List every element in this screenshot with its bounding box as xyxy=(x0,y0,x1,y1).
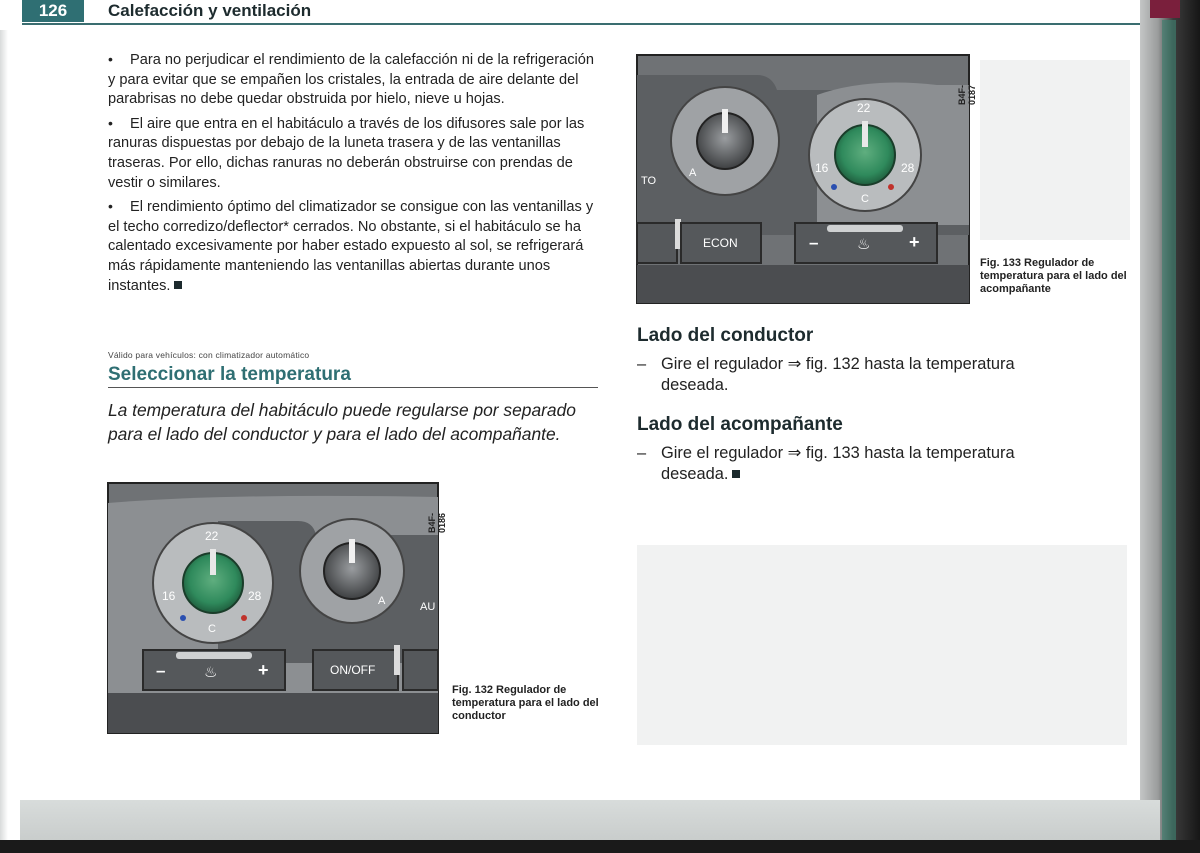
figure-132-minus-button: – xyxy=(156,661,166,680)
page-edge-tint xyxy=(1162,20,1176,840)
bullet-dot: • xyxy=(108,51,113,67)
page-tab-mark xyxy=(1150,0,1180,18)
section-end-mark xyxy=(174,281,182,289)
step-dash: – xyxy=(637,355,647,373)
figure-133-dial-right-label: 28 xyxy=(901,161,915,175)
page-number: 126 xyxy=(22,0,84,22)
passenger-step-text xyxy=(637,443,1077,485)
section-title: Seleccionar la temperatura xyxy=(108,364,351,385)
figure-132-code: B4F-0186 xyxy=(427,512,447,533)
page-gutter-shadow xyxy=(0,30,8,840)
bullet-text: El rendimiento óptimo del climatizador se consigue con las ventanillas y el techo corredizo/deflector* cerrados. No obstante, si el habitáculo se ha calentado excesivamente por haber estado expuesto al sol, se refrigerará más rápidamente manteniendo las ventanillas abiertas durante unos instantes. xyxy=(108,199,594,294)
figure-133-caption: Fig. 133 Regulador de temperatura para el lado del acompañante xyxy=(980,257,1127,295)
section-rule xyxy=(108,387,598,388)
figure-133-illustration xyxy=(637,55,969,303)
figure-133-dial-left-label: 16 xyxy=(815,161,829,175)
figure-133-minus-button: – xyxy=(809,233,819,252)
figure-132-mode-label: A xyxy=(378,595,386,607)
figure-132-plus-button: + xyxy=(258,660,269,680)
passenger-step-content: Gire el regulador ⇒ fig. 133 hasta la temperatura deseada. xyxy=(661,444,1015,483)
bullet-text: El aire que entra en el habitáculo a través de los difusores sale por las ranuras dispuestas por debajo de la luneta trasera y de las ventanillas traseras. Por ello, dichas ranuras no deberán obstruirse con prendas de vestir o similares. xyxy=(108,115,585,191)
driver-side-heading: Lado del conductor xyxy=(637,325,814,346)
left-column xyxy=(108,50,598,300)
figure-133-passenger-controls xyxy=(637,55,977,303)
figure-133-dial-bottom-label: C xyxy=(861,193,869,205)
figure-133-auto-label: TO xyxy=(641,175,657,187)
figure-132-caption: Fig. 132 Regulador de temperatura para el lado del conductor xyxy=(452,684,599,722)
seat-heat-icon: ♨ xyxy=(204,664,218,681)
driver-step-text: Gire el regulador ⇒ fig. 132 hasta la temperatura deseada. xyxy=(661,355,1015,394)
figure-132-dial-top-label: 22 xyxy=(205,529,219,543)
running-title: Calefacción y ventilación xyxy=(108,1,312,20)
figure-133-mode-label: A xyxy=(689,167,697,179)
section-end-mark xyxy=(732,470,740,478)
bullet-text: Para no perjudicar el rendimiento de la calefacción ni de la refrigeración y para evitar que se empañen los cristales, la entrada de aire delante del parabrisas no debe quedar obstruida por hielo, nieve u hojas. xyxy=(108,52,595,108)
footer-band xyxy=(20,800,1160,840)
figure-132-illustration xyxy=(108,483,438,733)
figure-132-dial-right-label: 28 xyxy=(248,589,262,603)
header-rule xyxy=(22,23,1142,25)
section-intro: La temperatura del habitáculo puede regularse por separado para el lado del conductor y para el lado del acompañante. xyxy=(108,400,576,444)
bullet-dot: • xyxy=(108,198,113,215)
figure-133-dial-top-label: 22 xyxy=(857,101,871,115)
validity-note: Válido para vehículos: con climatizador automático xyxy=(108,350,310,360)
figure-132-onoff-button: ON/OFF xyxy=(330,663,376,677)
bullet-item xyxy=(108,197,598,296)
figure-133-econ-button: ECON xyxy=(703,236,738,250)
seat-heat-icon: ♨ xyxy=(857,236,871,253)
figure-132-dial-bottom-label: C xyxy=(208,623,216,635)
bullet-item xyxy=(108,50,598,110)
step-dash: – xyxy=(637,444,647,462)
figure-133-code: B4F-0187 xyxy=(957,84,977,105)
scan-bottom-edge xyxy=(0,840,1200,853)
bleed-through-lower xyxy=(637,545,1127,745)
bullet-item xyxy=(108,114,598,193)
figure-132-dial-left-label: 16 xyxy=(162,589,176,603)
bullet-dot: • xyxy=(108,114,113,131)
passenger-side-step xyxy=(637,443,1077,485)
bleed-through-right xyxy=(980,60,1130,240)
passenger-side-heading: Lado del acompañante xyxy=(637,414,843,435)
figure-132-driver-controls xyxy=(108,483,447,733)
figure-132-auto-label: AU xyxy=(420,601,436,613)
figure-133-plus-button: + xyxy=(909,232,920,252)
driver-side-step xyxy=(637,354,1077,396)
